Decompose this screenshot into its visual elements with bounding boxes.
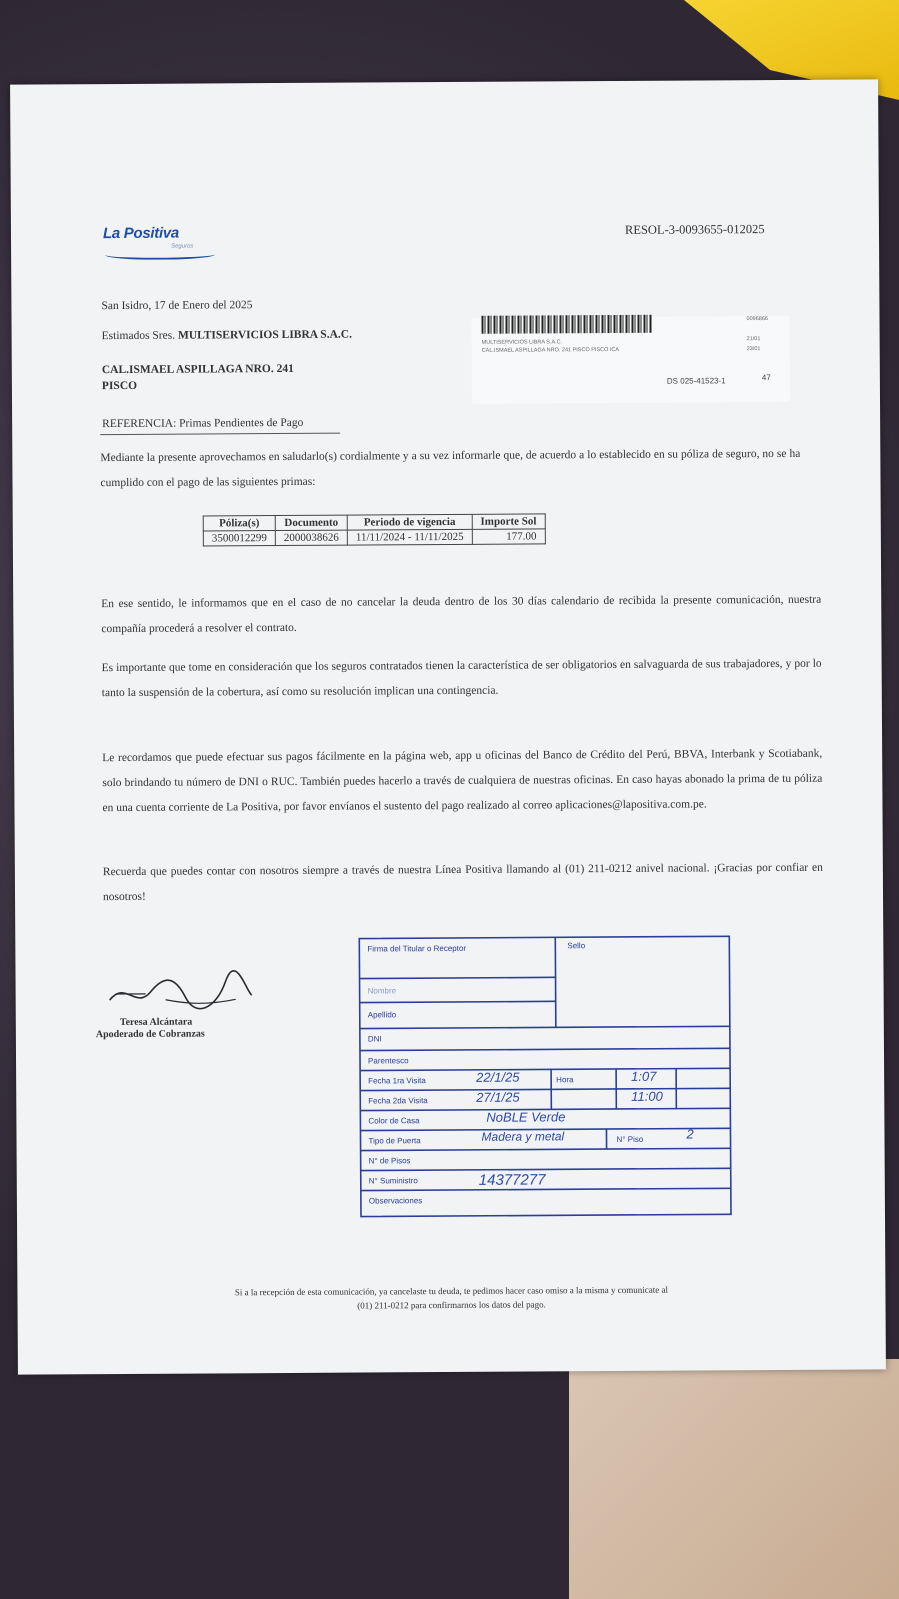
header-importe: Importe Sol — [472, 514, 545, 529]
referencia: REFERENCIA: Primas Pendientes de Pago — [102, 416, 304, 431]
cell-importe: 177.00 — [472, 529, 545, 544]
label-line1: MULTISERVICIOS LIBRA S.A.C. — [481, 339, 563, 346]
handwritten-hora2: 11:00 — [631, 1088, 663, 1104]
stamp-pisos: N° de Pisos — [368, 1156, 411, 1166]
label-tracking: DS 025-41523-1 — [666, 376, 726, 386]
stamp-firma: Firma del Titular o Receptor — [367, 943, 467, 954]
background-blanket — [569, 1359, 899, 1599]
reference-code: RESOL-3-0093655-012025 — [624, 222, 765, 237]
signer-name: Teresa Alcántara — [119, 1016, 193, 1029]
logo-swoosh-icon — [105, 249, 215, 260]
stamp-npiso: N° Piso — [616, 1134, 644, 1144]
premiums-table — [203, 513, 546, 546]
stamp-color: Color de Casa — [368, 1116, 420, 1126]
stamp-apellido: Apellido — [367, 1010, 397, 1020]
letter-date: San Isidro, 17 de Enero del 2025 — [101, 299, 253, 313]
header-poliza: Póliza(s) — [203, 516, 275, 531]
handwritten-suministro: 14377277 — [478, 1171, 546, 1189]
handwritten-color: NoBLE Verde — [486, 1109, 566, 1125]
address-line1: CAL.ISMAEL ASPILLAGA NRO. 241 — [101, 362, 294, 377]
handwritten-fecha1: 22/1/25 — [476, 1069, 520, 1085]
stamp-nombre: Nombre — [367, 986, 397, 996]
footer-line1: Si a la recepción de esta comunicación, ya cancelaste tu deuda, te pedimos hacer caso omiso a la misma y comunicate al — [234, 1284, 669, 1298]
stamp-puerta: Tipo de Puerta — [368, 1136, 421, 1146]
barcode — [481, 315, 651, 334]
signer-role: Apoderado de Cobranzas — [95, 1028, 205, 1041]
paragraph-2: Es importante que tome en consideración que los seguros contratados tienen la característica de ser obligatorios en salvaguarda de sus trabajadores, y por lo tanto la suspensión de la cobertura, así como su resolución implican una contingencia. — [101, 657, 822, 700]
stamp-fecha1: Fecha 1ra Visita — [368, 1076, 426, 1086]
cell-poliza: 3500012299 — [203, 531, 275, 546]
company-logo-subtitle: Seguros — [171, 243, 194, 250]
stamp-hora: Hora — [556, 1075, 574, 1085]
label-ai: 21/01 — [746, 336, 761, 343]
paragraph-1: En ese sentido, le informamos que en el caso de no cancelar la deuda dentro de los 30 días calendario de recibida la presente comunicación, nuestra compañía procederá a resolver el contrato. — [101, 593, 822, 636]
intro-paragraph: Mediante la presente aprovechamos en saludarlo(s) cordialmente y a su vez informarle que, de acuerdo a lo establecido en su póliza de seguro, no se ha cumplido con el pago de las siguientes primas: — [100, 447, 801, 490]
address-line2: PISCO — [101, 379, 138, 393]
letter-paper — [10, 79, 886, 1374]
stamp-suministro: N° Suministro — [368, 1176, 418, 1186]
recipient-line — [102, 329, 352, 343]
footer-line2: (01) 211-0212 para confirmarnos los datos del pago. — [357, 1299, 546, 1311]
stamp-dni: DNI — [367, 1034, 382, 1044]
paragraph-3: Le recordamos que puede efectuar sus pagos fácilmente en la página web, app u oficinas del Banco de Crédito del Perú, BBVA, Interbank y Scotiabank, solo brindando tu número de DNI o RUC. También puedes hacerlo a través de cualquiera de nuestras oficinas. En caso hayas abonado la prima de tu póliza en una cuenta corriente de La Positiva, por favor envíanos el sustento del pago realizado al correo aplicaciones@lapositiva.com.pe. — [102, 747, 823, 815]
stamp-fecha2: Fecha 2da Visita — [368, 1096, 428, 1106]
cell-periodo: 11/11/2024 - 11/11/2025 — [347, 529, 472, 545]
stamp-sello: Sello — [567, 941, 586, 951]
stamp-observaciones: Observaciones — [368, 1196, 423, 1206]
company-logo: La Positiva — [102, 224, 179, 243]
header-documento: Documento — [275, 515, 347, 530]
table-row — [203, 529, 545, 546]
label-fv: 23/01 — [746, 346, 761, 353]
handwritten-hora: 1:07 — [631, 1068, 657, 1084]
label-code: 0096866 — [746, 316, 768, 323]
recipient-company: MULTISERVICIOS LIBRA S.A.C. — [177, 328, 352, 342]
handwritten-puerta: Madera y metal — [481, 1129, 565, 1144]
header-periodo: Periodo de vigencia — [347, 514, 472, 530]
cell-documento: 2000038626 — [275, 530, 347, 545]
paragraph-4: Recuerda que puedes contar con nosotros siempre a través de nuestra Línea Positiva llamando al (01) 211-0212 anivel nacional. ¡Gracias por confiar en nosotros! — [102, 861, 823, 904]
greeting-prefix: Estimados Sres. — [101, 329, 176, 343]
stamp-parentesco: Parentesco — [368, 1056, 409, 1066]
label-number: 47 — [761, 373, 771, 383]
handwritten-fecha2: 27/1/25 — [476, 1089, 520, 1105]
referencia-underline — [100, 433, 340, 435]
handwritten-npiso: 2 — [686, 1126, 694, 1142]
label-line2: CAL.ISMAEL ASPILLAGA NRO. 241 PISCO PISCO ICA — [481, 346, 620, 354]
handwritten-signature — [105, 969, 255, 1014]
